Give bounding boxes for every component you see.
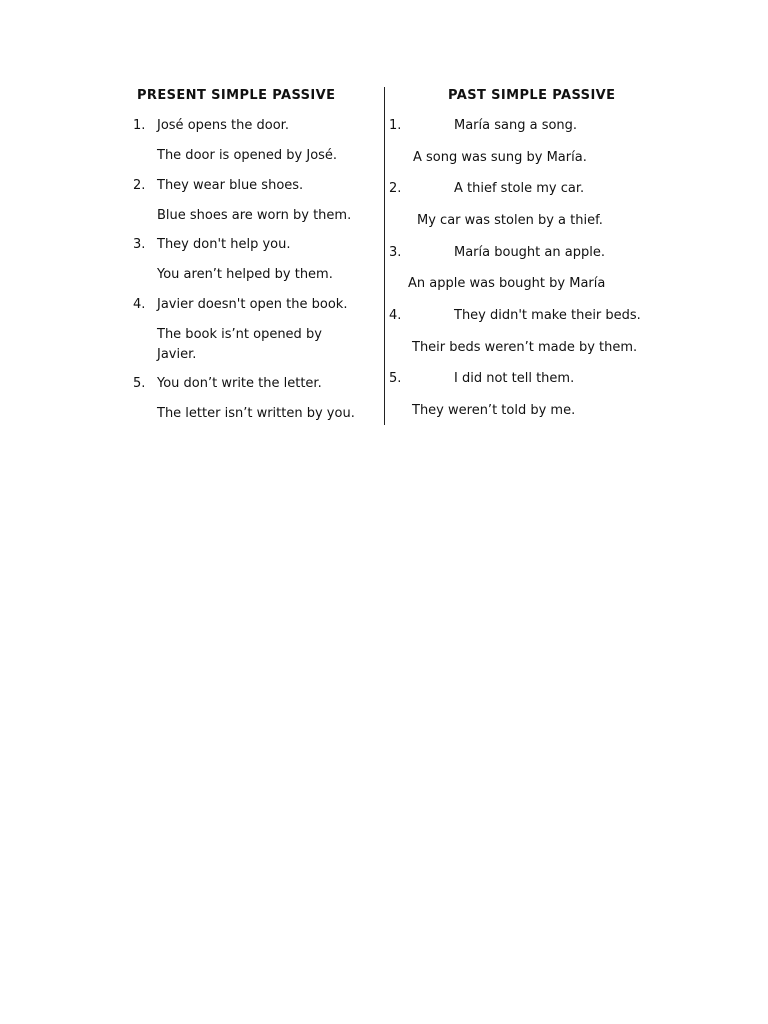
present-item-4-number: 4. xyxy=(133,297,146,312)
present-item-5-active: You don’t write the letter. xyxy=(157,376,322,391)
present-item-3-number: 3. xyxy=(133,237,146,252)
present-item-4-active: Javier doesn't open the book. xyxy=(157,297,348,312)
present-item-4-passive: The book is’nt opened by Javier. xyxy=(157,327,322,362)
past-item-3-active: María bought an apple. xyxy=(454,245,605,260)
present-item-1-number: 1. xyxy=(133,118,146,133)
past-item-5-active: I did not tell them. xyxy=(454,371,575,386)
past-item-2-passive: My car was stolen by a thief. xyxy=(417,213,603,228)
present-item-1-passive: The door is opened by José. xyxy=(157,148,338,163)
present-item-1-active: José opens the door. xyxy=(157,118,289,133)
past-item-3-number: 3. xyxy=(389,245,402,260)
present-item-2-active: They wear blue shoes. xyxy=(157,178,304,193)
past-item-4-passive: Their beds weren’t made by them. xyxy=(412,340,638,355)
column-divider xyxy=(384,87,385,425)
past-item-2-number: 2. xyxy=(389,181,402,196)
present-item-2-passive: Blue shoes are worn by them. xyxy=(157,208,352,223)
past-item-4-active: They didn't make their beds. xyxy=(454,308,641,323)
present-item-3-passive: You aren’t helped by them. xyxy=(157,267,333,282)
present-item-3-active: They don't help you. xyxy=(157,237,291,252)
present-item-5-number: 5. xyxy=(133,376,146,391)
past-item-1-passive: A song was sung by María. xyxy=(413,150,587,165)
past-item-5-passive: They weren’t told by me. xyxy=(412,403,576,418)
past-simple-heading: PAST SIMPLE PASSIVE xyxy=(448,88,616,103)
past-item-1-number: 1. xyxy=(389,118,402,133)
past-item-3-passive: An apple was bought by María xyxy=(408,276,606,291)
past-item-2-active: A thief stole my car. xyxy=(454,181,585,196)
present-item-2-number: 2. xyxy=(133,178,146,193)
past-item-1-active: María sang a song. xyxy=(454,118,578,133)
past-item-5-number: 5. xyxy=(389,371,402,386)
past-item-4-number: 4. xyxy=(389,308,402,323)
present-simple-heading: PRESENT SIMPLE PASSIVE xyxy=(137,88,336,103)
present-item-5-passive: The letter isn’t written by you. xyxy=(157,406,355,421)
